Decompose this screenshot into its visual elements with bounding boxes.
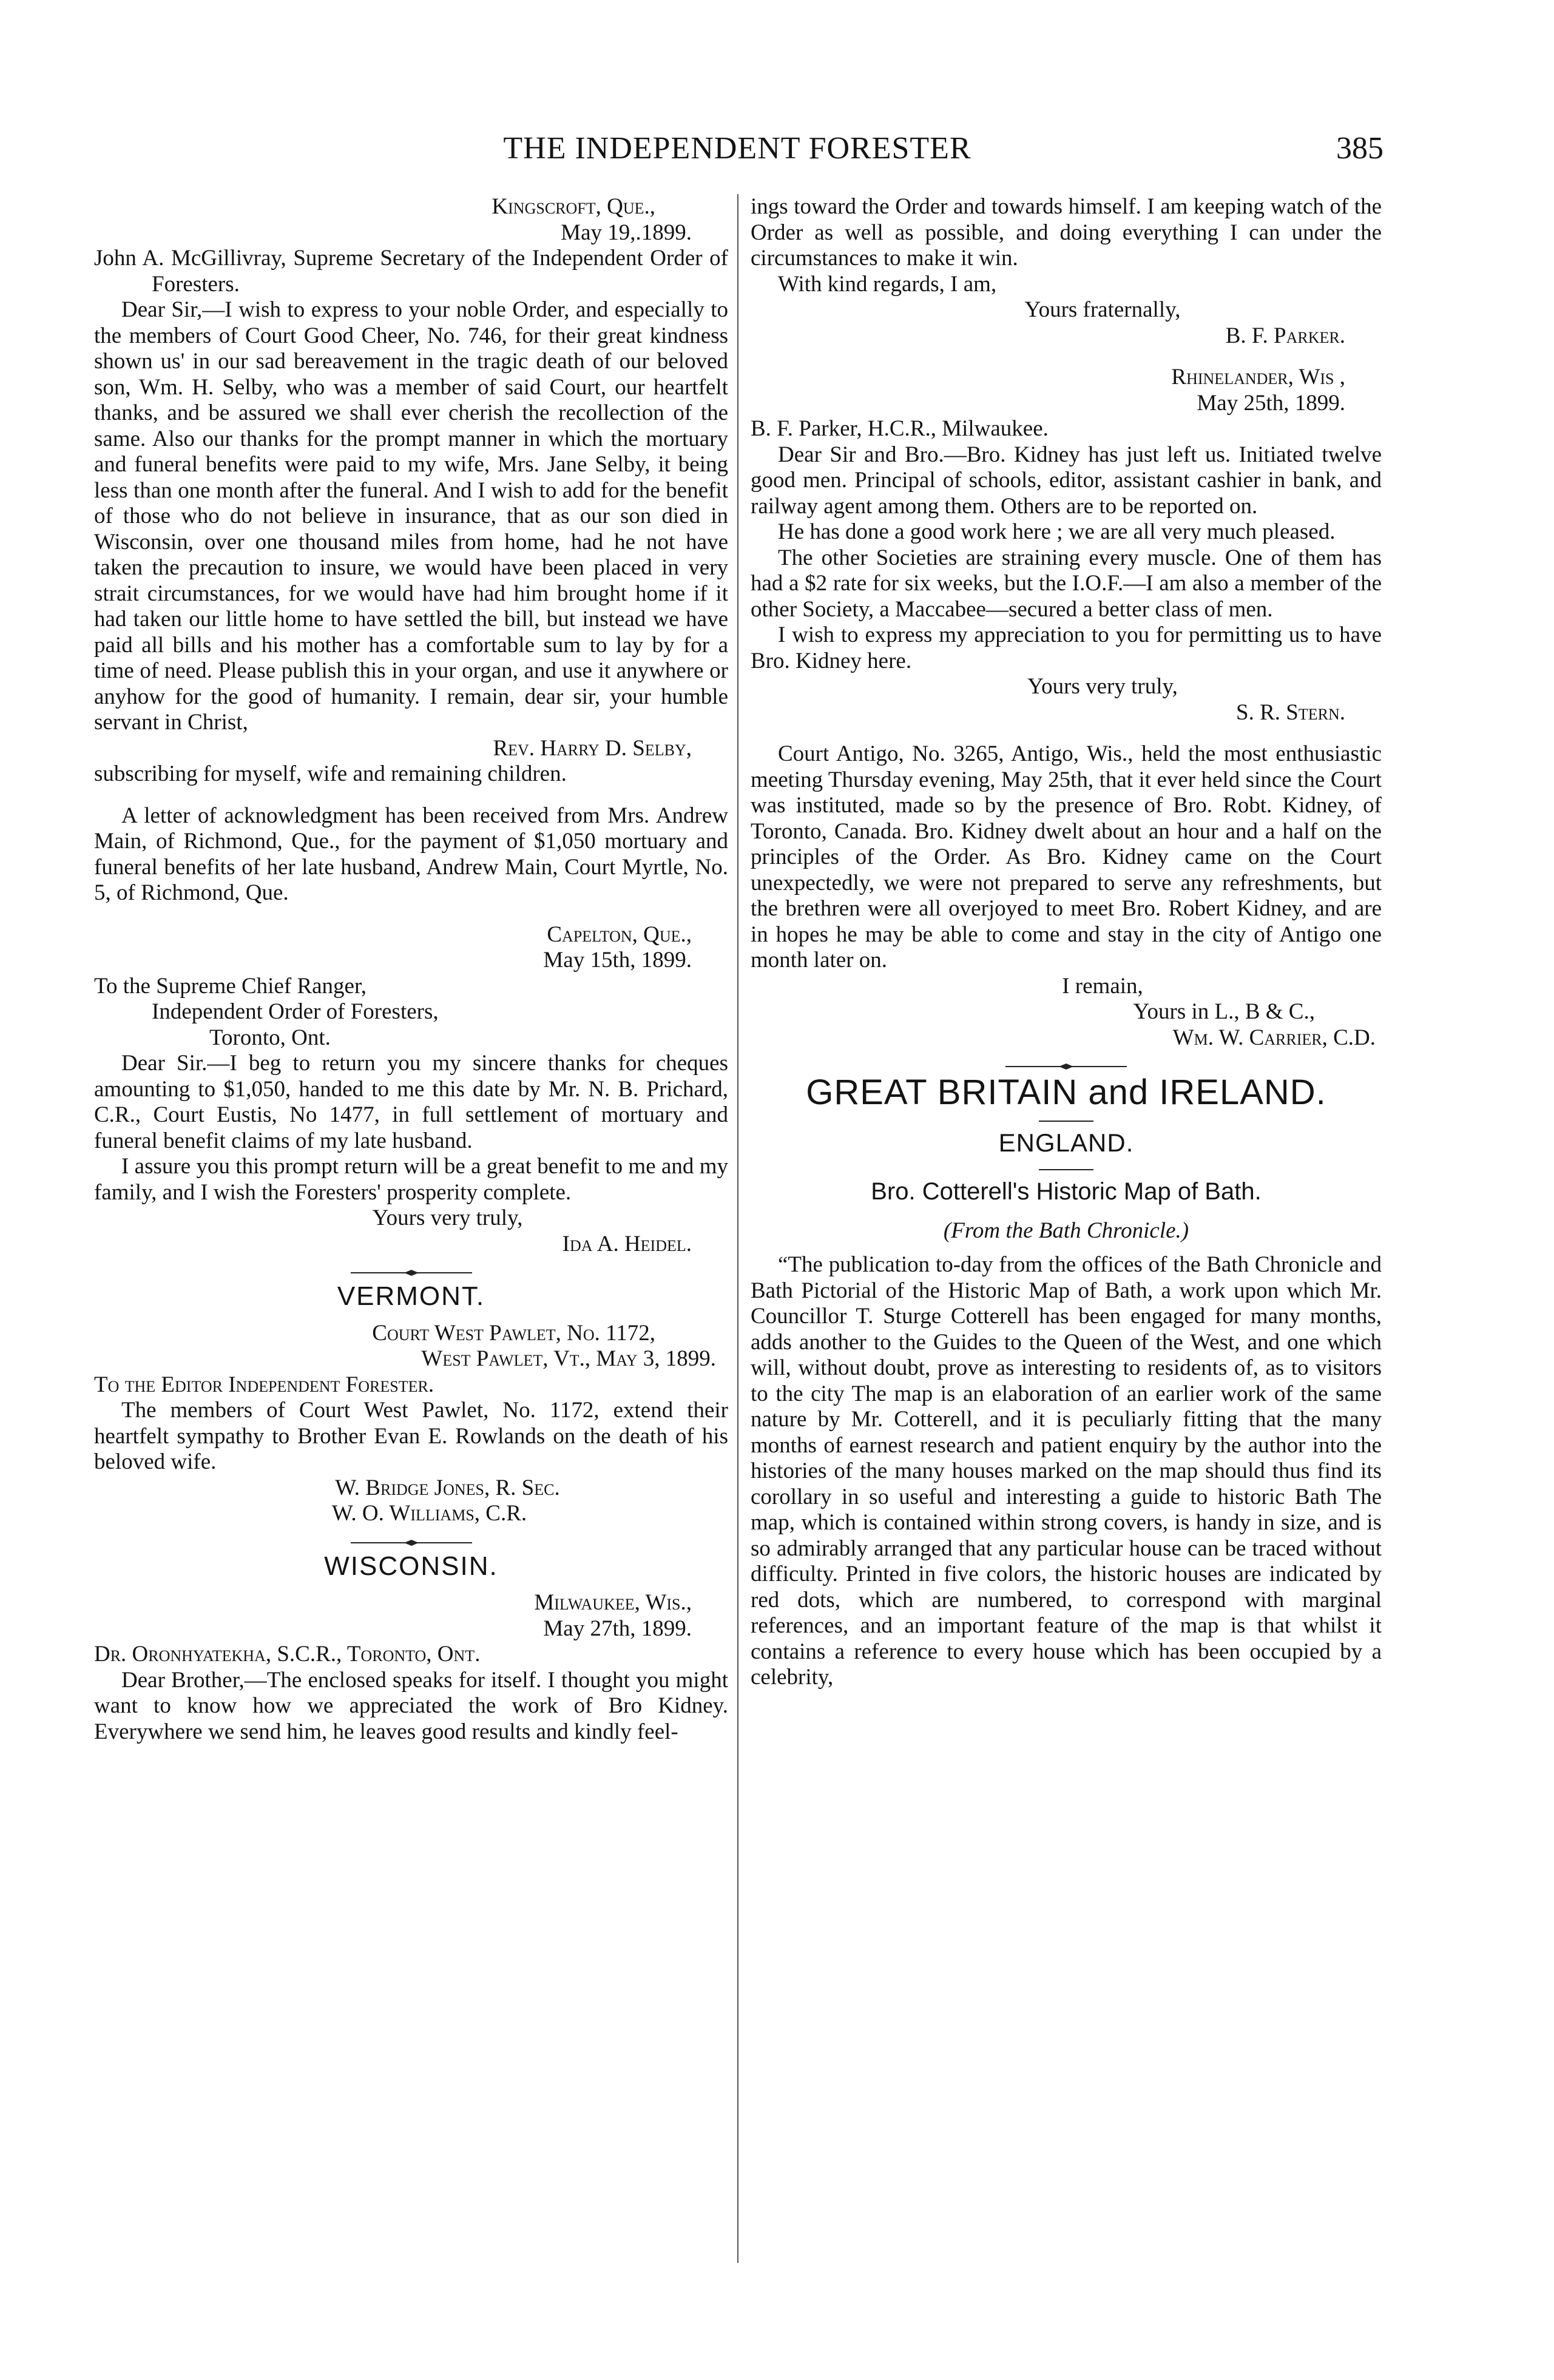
section-heading-wisconsin: WISCONSIN. <box>324 1551 498 1581</box>
letter-place: Kingscroft, Que., <box>492 194 655 219</box>
letter-signature: B. F. Parker. <box>1225 323 1345 348</box>
ornament-rule-icon <box>351 1538 472 1548</box>
letter-body: Dear Sir,—I wish to express to your noble Order, and especially to the members of Court Good Cheer, No. 746, for their great kindness shown us' in our sad bereavement in the tragic death of our beloved son, Wm. H. Selby, who was a member of said Court, our heartfelt thanks, and be assured we shall ever cherish the recollection of the same. Also our thanks for the prompt manner in which the mortuary and funeral benefits were paid to my wife, Mrs. Jane Selby, it being less than one month after the funeral. And I wish to add for the benefit of those who do not believe in insurance, that as our son died in Wisconsin, over one thousand miles from home, had he not have taken the precaution to insure, we would have been placed in very strait circumstances, for we would have had him brought home if it had taken our little home to have settled the bill, but instead we have paid all bills and his mother has a comfortable sum to lay by for a time of need. Please publish this in your organ, and use it anywhere or anyhow for the good of humanity. I remain, dear sir, your humble servant in Christ, <box>94 297 728 735</box>
letter-addressee: John A. McGillivray, Supreme Secretary of the Independent Order of Foresters. <box>94 246 728 297</box>
letter-body: I wish to express my appreciation to you for permitting us to have Bro. Kidney here. <box>751 622 1382 673</box>
letter-addressee: B. F. Parker, H.C.R., Milwaukee. <box>751 416 1049 441</box>
letter-addressee: Dr. Oronhyatekha, S.C.R., Toronto, Ont. <box>94 1642 481 1667</box>
letter-closing: Yours very truly, <box>372 1205 523 1230</box>
letter-date: May 25th, 1899. <box>1197 390 1345 416</box>
letter-signature: S. R. Stern. <box>1236 700 1345 725</box>
letter-body: He has done a good work here ; we are all very much pleased. <box>778 519 1336 544</box>
letter-signature: Wm. W. Carrier, C.D. <box>1172 1025 1376 1050</box>
letter-closing: I remain, <box>1062 973 1143 999</box>
signature-chief-ranger: W. O. Williams, C.R. <box>331 1501 527 1526</box>
court-name: Court West Pawlet, No. 1172, <box>372 1320 655 1346</box>
right-column <box>751 194 1382 1691</box>
letter-body: I assure you this prompt return will be a great benefit to me and my family, and I wish the Foresters' prosperity complete. <box>94 1154 728 1205</box>
letter-place: Capelton, Que., <box>547 922 692 947</box>
letter-closing: Yours fraternally, <box>1024 297 1181 322</box>
signature-secretary: W. Bridge Jones, R. Sec. <box>335 1475 560 1500</box>
divider <box>1039 1121 1093 1122</box>
ornament-rule-icon <box>351 1268 472 1278</box>
section-heading-great-britain: GREAT BRITAIN and IRELAND. <box>806 1073 1326 1112</box>
letter-addressee: Toronto, Ont. <box>209 1025 331 1050</box>
article-title: Bro. Cotterell's Historic Map of Bath. <box>871 1178 1262 1205</box>
article-source: (From the Bath Chronicle.) <box>943 1218 1189 1243</box>
letter-closing: Yours in L., B & C., <box>1133 999 1315 1024</box>
letter-body-continued: ings toward the Order and towards himself. I am keeping watch of the Order as well as possible, and doing everything I can under the circumstances to make it win. <box>751 194 1382 271</box>
ornament-rule-icon <box>1005 1062 1127 1071</box>
section-heading-vermont: VERMONT. <box>337 1281 485 1311</box>
letter-place: Rhinelander, Wis , <box>1171 365 1345 389</box>
letter-body: Dear Brother,—The enclosed speaks for itself. I thought you might want to know how we appreciated the work of Bro Kidney. Everywhere we send him, he leaves good results and kindly feel- <box>94 1667 728 1744</box>
letter-date: May 19,.1899. <box>561 220 692 245</box>
letter-addressee: To the Editor Independent Forester. <box>94 1372 434 1397</box>
acknowledgment-notice: A letter of acknowledgment has been received from Mrs. Andrew Main, of Richmond, Que., for the payment of $1,050 mortuary and funeral benefits of her late husband, Andrew Main, Court Myrtle, No. 5, of Richmond, Que. <box>94 803 728 905</box>
page-number: 385 <box>1336 131 1383 166</box>
letter-body: Dear Sir.—I beg to return you my sincere thanks for cheques amounting to $1,050, handed to me this date by Mr. N. B. Prichard, C.R., Court Eustis, No 1477, in full settlement of mortuary and funeral benefit claims of my late husband. <box>94 1051 728 1153</box>
letter-body: The members of Court West Pawlet, No. 1172, extend their heartfelt sympathy to Brother Evan E. Rowlands on the death of his beloved wife. <box>94 1398 728 1474</box>
letter-date: May 27th, 1899. <box>543 1616 692 1641</box>
letter-closing: Yours very truly, <box>1027 674 1178 699</box>
letter-body: Dear Sir and Bro.—Bro. Kidney has just left us. Initiated twelve good men. Principal of schools, editor, assistant cashier in bank, and railway agent among them. Others are to be reported on. <box>751 442 1382 519</box>
column-divider <box>737 194 738 2263</box>
letter-place: Milwaukee, Wis., <box>534 1590 692 1615</box>
letter-date: May 15th, 1899. <box>543 948 692 973</box>
left-column <box>94 194 728 1745</box>
letter-addressee: To the Supreme Chief Ranger, <box>94 973 367 999</box>
page-header <box>91 130 1383 179</box>
letter-regards: With kind regards, I am, <box>778 271 997 297</box>
subsection-heading-england: ENGLAND. <box>998 1128 1134 1157</box>
letter-postscript: subscribing for myself, wife and remaining children. <box>94 761 567 786</box>
letter-body: The other Societies are straining every muscle. One of them has had a $2 rate for six weeks, but the I.O.F.—I am also a member of the other Society, a Maccabee—secured a better class of men. <box>751 545 1382 622</box>
letter-signature: Ida A. Heidel. <box>562 1231 692 1256</box>
running-title: THE INDEPENDENT FORESTER <box>503 131 971 166</box>
letter-place-date: West Pawlet, Vt., May 3, 1899. <box>421 1346 716 1371</box>
article-body: “The publication to-day from the offices of the Bath Chronicle and Bath Pictorial of the Historic Map of Bath, a work upon which Mr. Councillor T. Sturge Cotterell has been engaged for many months, adds another to the Guides to the Queen of the West, and one which will, without doubt, prove as interesting to residents of, as to visitors to the city The map is an elaboration of an earlier work of the same nature by Mr. Cotterell, and it is peculiarly fitting that the many months of earnest research and patient enquiry by the author into the histories of the many houses marked on the map should thus find its corollary in so useful and interesting a guide to historic Bath The map, which is contained within strong covers, is handy in size, and is so admirably arranged that any particular house can be traced without difficulty. Printed in five colors, the historic houses are indicated by red dots, which are numbered, to correspond with marginal references, and an important feature of the map is that whilst it contains a reference to every house which has been occupied by a celebrity, <box>751 1252 1382 1690</box>
letter-signature: Rev. Harry D. Selby, <box>493 735 692 761</box>
letter-addressee: Independent Order of Foresters, <box>152 999 439 1024</box>
divider <box>1039 1169 1093 1170</box>
court-report: Court Antigo, No. 3265, Antigo, Wis., held the most enthusiastic meeting Thursday evening, May 25th, that it ever held since the Court was instituted, made so by the presence of Bro. Robt. Kidney, of Toronto, Canada. Bro. Kidney dwelt about an hour and a half on the principles of the Order. As Bro. Kidney came on the Court unexpectedly, we were not prepared to serve any refreshments, but the brethren were all overjoyed to meet Bro. Robert Kidney, and are in hopes he may be able to come and stay in the city of Antigo one month later on. <box>751 741 1382 973</box>
